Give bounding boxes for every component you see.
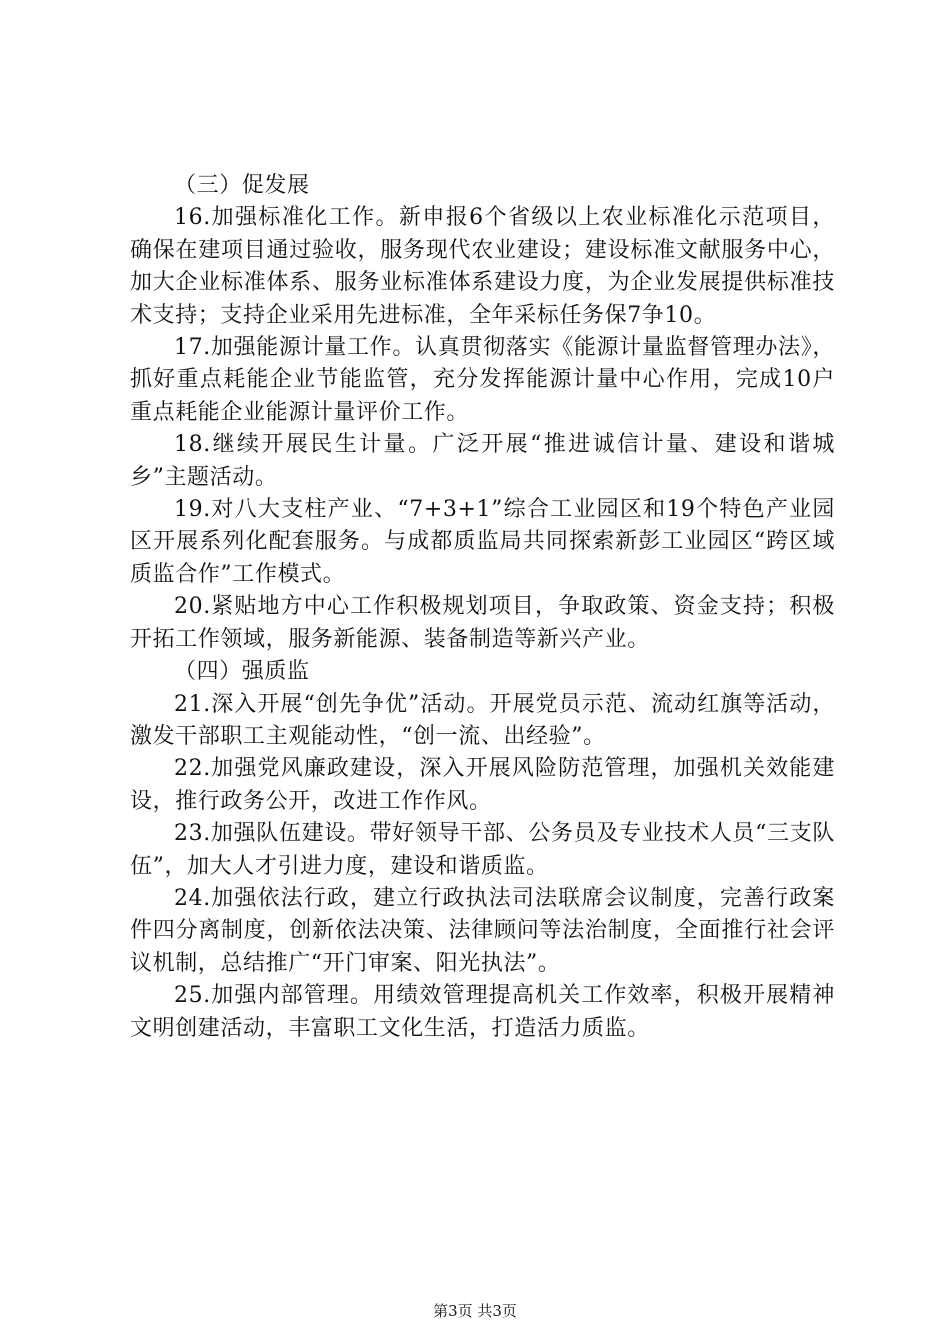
paragraph-20: 20.紧贴地方中心工作积极规划项目，争取政策、资金支持；积极开拓工作领域，服务新能源、装备制造等新兴产业。 (130, 594, 835, 652)
paragraph-17: 17.加强能源计量工作。认真贯彻落实《能源计量监督管理办法》，抓好重点耗能企业节能监管，充分发挥能源计量中心作用，完成10户重点耗能企业能源计量评价工作。 (130, 335, 835, 425)
paragraph-18: 18.继续开展民生计量。广泛开展“推进诚信计量、建设和谐城乡”主题活动。 (130, 432, 835, 490)
paragraph-21: 21.深入开展“创先争优”活动。开展党员示范、流动红旗等活动，激发干部职工主观能动性，“创一流、出经验”。 (130, 691, 835, 749)
page-number-footer: 第3页 共3页 (433, 1302, 517, 1320)
paragraph-25: 25.加强内部管理。用绩效管理提高机关工作效率，积极开展精神文明创建活动，丰富职工文化生活，打造活力质监。 (130, 983, 835, 1041)
paragraph-19: 19.对八大支柱产业、“7+3+1”综合工业园区和19个特色产业园区开展系列化配套服务。与成都质监局共同探索新彭工业园区“跨区域质监合作”工作模式。 (130, 497, 835, 587)
section-heading-3: （三）促发展 (174, 173, 310, 198)
paragraph-23: 23.加强队伍建设。带好领导干部、公务员及专业技术人员“三支队伍”，加大人才引进力度，建设和谐质监。 (130, 821, 835, 879)
paragraph-16: 16.加强标准化工作。新申报6个省级以上农业标准化示范项目，确保在建项目通过验收，服务现代农业建设；建设标准文献服务中心，加大企业标准体系、服务业标准体系建设力度，为企业发展提供标准技术支持；支持企业采用先进标准，全年采标任务保7争10。 (130, 205, 835, 328)
paragraph-24: 24.加强依法行政，建立行政执法司法联席会议制度，完善行政案件四分离制度，创新依法决策、法律顾问等法治制度，全面推行社会评议机制，总结推广“开门审案、阳光执法”。 (130, 885, 835, 976)
section-heading-4: （四）强质监 (174, 659, 310, 685)
paragraph-22: 22.加强党风廉政建设，深入开展风险防范管理，加强机关效能建设，推行政务公开，改进工作作风。 (130, 756, 835, 814)
document-body (130, 170, 835, 1045)
